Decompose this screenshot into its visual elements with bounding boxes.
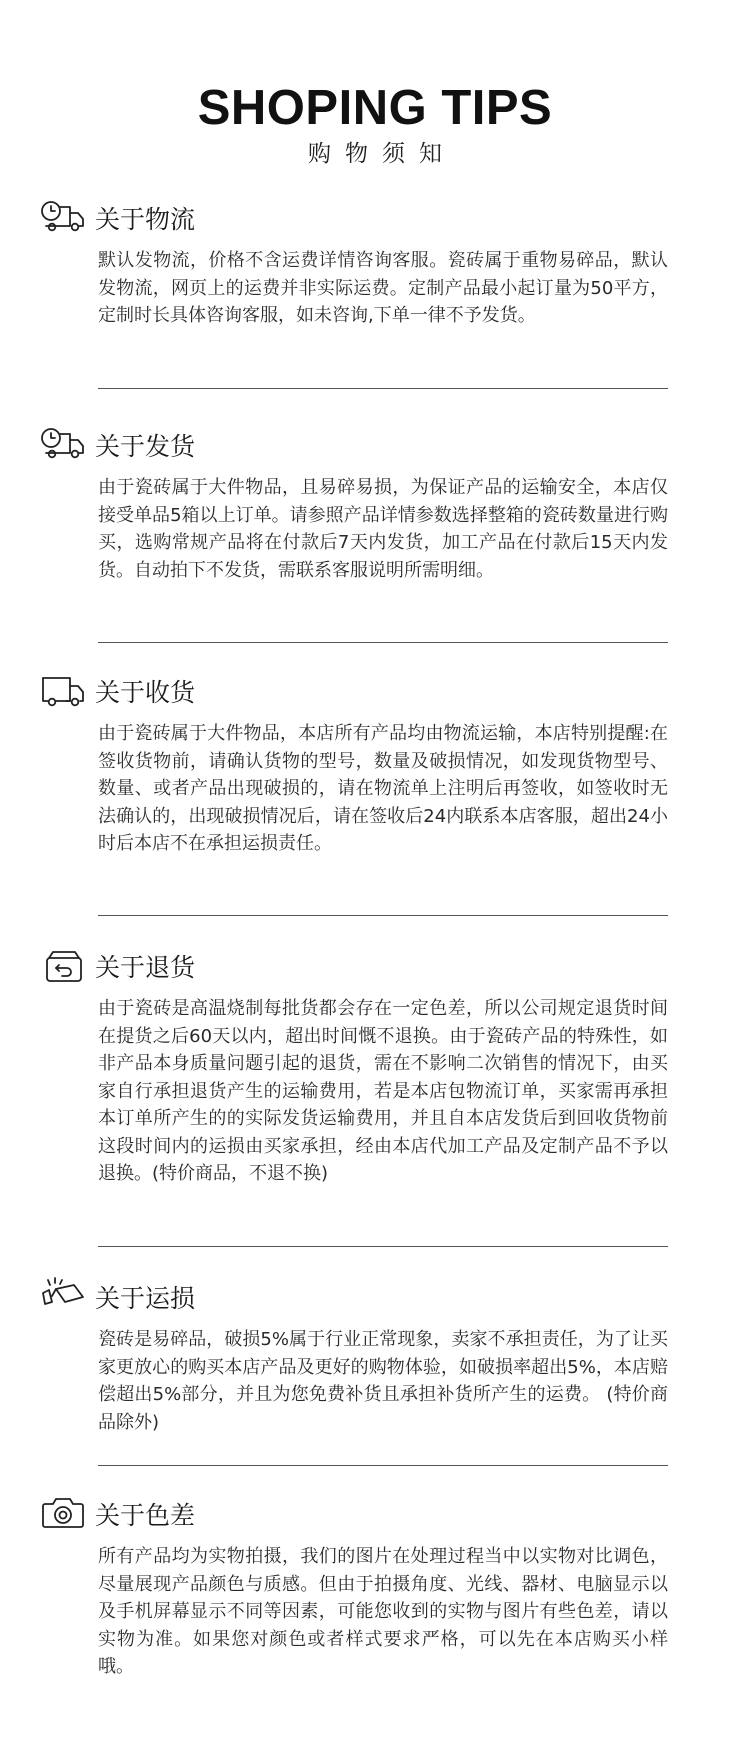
delivery-truck-icon: [40, 674, 86, 710]
delivery-truck-clock-icon: [40, 426, 86, 462]
delivery-truck-clock-icon: [40, 199, 86, 235]
section-divider: [98, 915, 668, 916]
section-heading: 关于物流: [95, 205, 196, 234]
section-body: 由于瓷砖属于大件物品，本店所有产品均由物流运输，本店特别提醒:在签收货物前，请确认货物的型号，数量及破损情况，如发现货物型号、数量、或者产品出现破损的，请在物流单上注明后再签收，如签收时无法确认的，出现破损情况后，请在签收后24内联系本店客服，超出24小时后本店不在承担运损责任。: [98, 723, 668, 854]
section-heading: 关于运损: [95, 1284, 196, 1313]
camera-icon: [40, 1494, 86, 1530]
page-subtitle: 购物须知: [308, 141, 456, 167]
section-heading: 关于收货: [95, 678, 196, 707]
section-body: 默认发物流，价格不含运费详情咨询客服。瓷砖属于重物易碎品，默认发物流，网页上的运费并非实际运费。定制产品最小起订量为50平方，定制时长具体咨询客服，如未咨询,下单一律不予发货。: [98, 250, 668, 326]
section-body: 瓷砖是易碎品，破损5%属于行业正常现象，卖家不承担责任，为了让买家更放心的购买本店产品及更好的购物体验，如破损率超出5%，本店赔偿超出5%部分，并且为您免费补货且承担补货所产生的运费。 (特价商品除外): [98, 1329, 668, 1433]
section-divider: [98, 388, 668, 389]
section-body: 所有产品均为实物拍摄，我们的图片在处理过程当中以实物对比调色，尽量展现产品颜色与质感。但由于拍摄角度、光线、器材、电脑显示以及手机屏幕显示不同等因素，可能您收到的实物与图片有些色差，请以实物为准。如果您对颜色或者样式要求严格，可以先在本店购买小样哦。: [98, 1546, 668, 1677]
return-box-icon: [40, 948, 86, 984]
section-divider: [98, 1246, 668, 1247]
page-title: SHOPING TIPS: [197, 81, 553, 135]
section-heading: 关于发货: [95, 432, 196, 461]
section-divider: [98, 1465, 668, 1466]
broken-box-icon: [40, 1276, 86, 1312]
section-heading: 关于色差: [95, 1501, 196, 1530]
section-body: 由于瓷砖是高温烧制每批货都会存在一定色差，所以公司规定退货时间在提货之后60天以内，超出时间慨不退换。由于瓷砖产品的特殊性，如非产品本身质量问题引起的退货，需在不影响二次销售的情况下，由买家自行承担退货产生的运输费用，若是本店包物流订单，买家需再承担本订单所产生的的实际发货运输费用，并且自本店发货后到回收货物前这段时间内的运损由买家承担，经由本店代加工产品及定制产品不予以退换。(特价商品，不退不换): [98, 998, 668, 1184]
section-divider: [98, 642, 668, 643]
section-heading: 关于退货: [95, 953, 196, 982]
section-body: 由于瓷砖属于大件物品，且易碎易损，为保证产品的运输安全，本店仅接受单品5箱以上订单。请参照产品详情参数选择整箱的瓷砖数量进行购买，选购常规产品将在付款后7天内发货，加工产品在付款后15天内发货。自动拍下不发货，需联系客服说明所需明细。: [98, 477, 668, 581]
